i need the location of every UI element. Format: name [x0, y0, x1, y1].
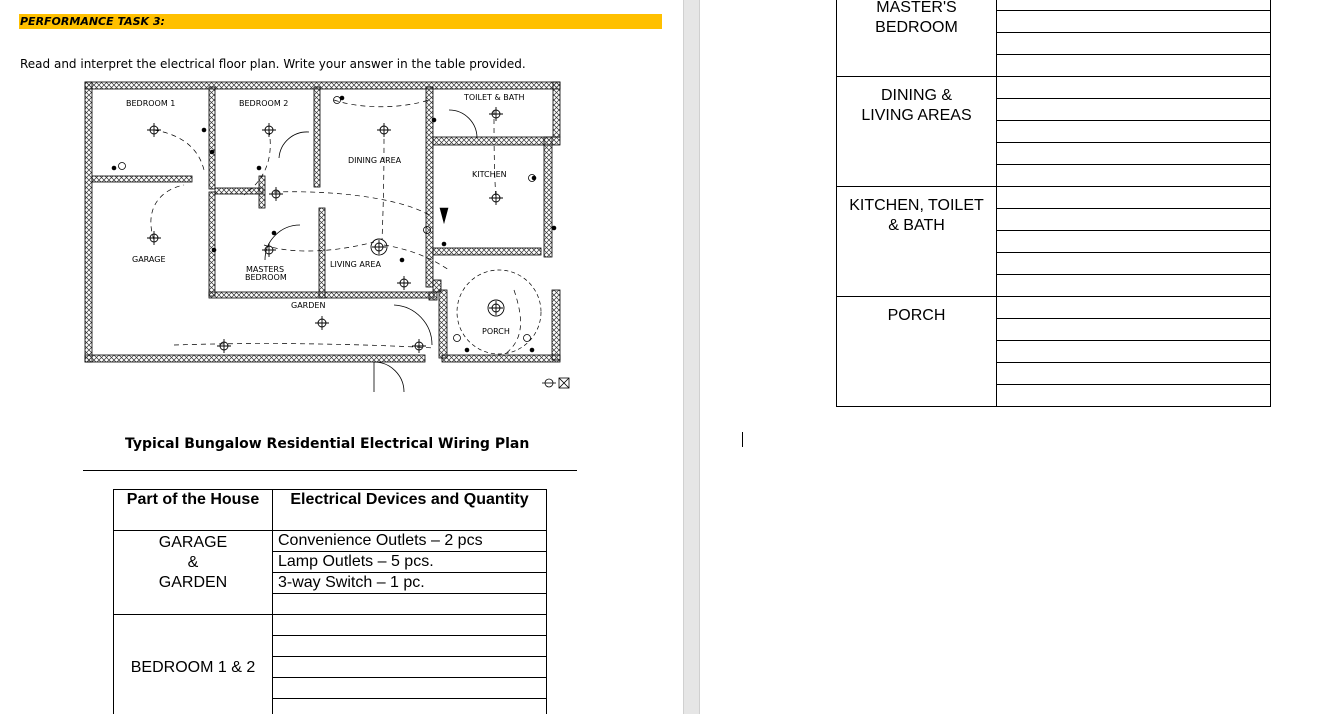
plan-label-bedroom2: BEDROOM 2 — [239, 99, 289, 108]
dining-line-1: DINING & — [880, 87, 953, 104]
plan-label-masters-1: MASTERS — [246, 265, 285, 274]
table-row — [837, 187, 1271, 209]
device-cell[interactable]: 3-way Switch – 1 pc. — [273, 573, 547, 594]
table-row — [837, 297, 1271, 319]
garage-line-2: & — [187, 554, 199, 571]
plan-label-masters-2: BEDROOM — [245, 273, 287, 282]
device-cell-empty[interactable] — [997, 99, 1271, 121]
horizontal-rule — [83, 470, 577, 471]
device-cell-empty[interactable] — [997, 363, 1271, 385]
cell-masters-bedroom[interactable] — [837, 0, 997, 77]
device-cell-empty[interactable] — [997, 11, 1271, 33]
plan-label-bedroom1: BEDROOM 1 — [126, 99, 176, 108]
plan-label-living: LIVING AREA — [330, 260, 381, 269]
table-row — [837, 77, 1271, 99]
garage-line-1: GARAGE — [158, 534, 228, 551]
device-cell-empty[interactable] — [997, 0, 1271, 11]
answer-table-continued — [836, 0, 1271, 407]
plan-label-garage: GARAGE — [132, 255, 166, 264]
device-cell-empty[interactable] — [997, 341, 1271, 363]
device-cell-empty[interactable] — [997, 297, 1271, 319]
device-cell-empty[interactable] — [997, 253, 1271, 275]
page-gutter — [683, 0, 700, 714]
device-cell-empty[interactable] — [273, 636, 547, 657]
instruction-text: Read and interpret the electrical floor plan. Write your answer in the table provided. — [20, 57, 526, 71]
device-cell-empty[interactable] — [997, 77, 1271, 99]
device-cell-empty[interactable] — [997, 385, 1271, 407]
device-cell-empty[interactable] — [273, 657, 547, 678]
plan-label-dining: DINING AREA — [348, 156, 402, 165]
device-cell-empty[interactable] — [997, 55, 1271, 77]
document-page-right — [700, 0, 1331, 714]
cell-kitchen-toilet-bath[interactable] — [837, 187, 997, 297]
garage-line-3: GARDEN — [158, 574, 228, 591]
masters-line-1: MASTER'S — [876, 0, 957, 16]
plan-caption: Typical Bungalow Residential Electrical Wiring Plan — [125, 436, 530, 452]
dining-line-2: LIVING AREAS — [861, 107, 972, 124]
plan-label-toilet-bath: TOILET & BATH — [464, 93, 525, 102]
header-part-of-house: Part of the House — [114, 490, 273, 531]
device-cell-empty[interactable] — [273, 678, 547, 699]
table-row — [114, 615, 547, 636]
electrical-floor-plan — [84, 80, 578, 402]
device-cell-empty[interactable] — [997, 121, 1271, 143]
device-cell-empty[interactable] — [997, 33, 1271, 55]
cell-porch[interactable]: PORCH — [837, 297, 997, 407]
device-cell-empty[interactable] — [997, 165, 1271, 187]
device-cell-empty[interactable] — [997, 143, 1271, 165]
masters-line-2: BEDROOM — [875, 19, 958, 36]
device-cell-empty[interactable] — [273, 615, 547, 636]
device-cell-empty[interactable] — [997, 275, 1271, 297]
device-cell-empty[interactable] — [997, 187, 1271, 209]
cell-garage-garden[interactable] — [114, 531, 273, 615]
device-cell-empty[interactable] — [997, 209, 1271, 231]
device-cell-empty[interactable] — [997, 231, 1271, 253]
plan-label-kitchen: KITCHEN — [472, 170, 507, 179]
header-electrical-devices: Electrical Devices and Quantity — [273, 490, 547, 531]
kitchen-line-1: KITCHEN, TOILET — [849, 197, 984, 214]
task-heading: PERFORMANCE TASK 3: — [19, 14, 662, 29]
cell-dining-living[interactable] — [837, 77, 997, 187]
device-cell[interactable]: Lamp Outlets – 5 pcs. — [273, 552, 547, 573]
table-row — [837, 0, 1271, 11]
device-cell[interactable]: Convenience Outlets – 2 pcs — [273, 531, 547, 552]
table-row — [114, 531, 547, 552]
cell-bedroom-1-2[interactable]: BEDROOM 1 & 2 — [114, 615, 273, 714]
device-cell-empty[interactable] — [273, 594, 547, 615]
plan-label-porch: PORCH — [482, 327, 510, 336]
device-cell-empty[interactable] — [997, 319, 1271, 341]
plan-label-garden: GARDEN — [291, 301, 326, 310]
text-cursor — [742, 432, 743, 447]
kitchen-line-2: & BATH — [888, 217, 945, 234]
answer-table — [113, 489, 547, 714]
device-cell-empty[interactable] — [273, 699, 547, 714]
